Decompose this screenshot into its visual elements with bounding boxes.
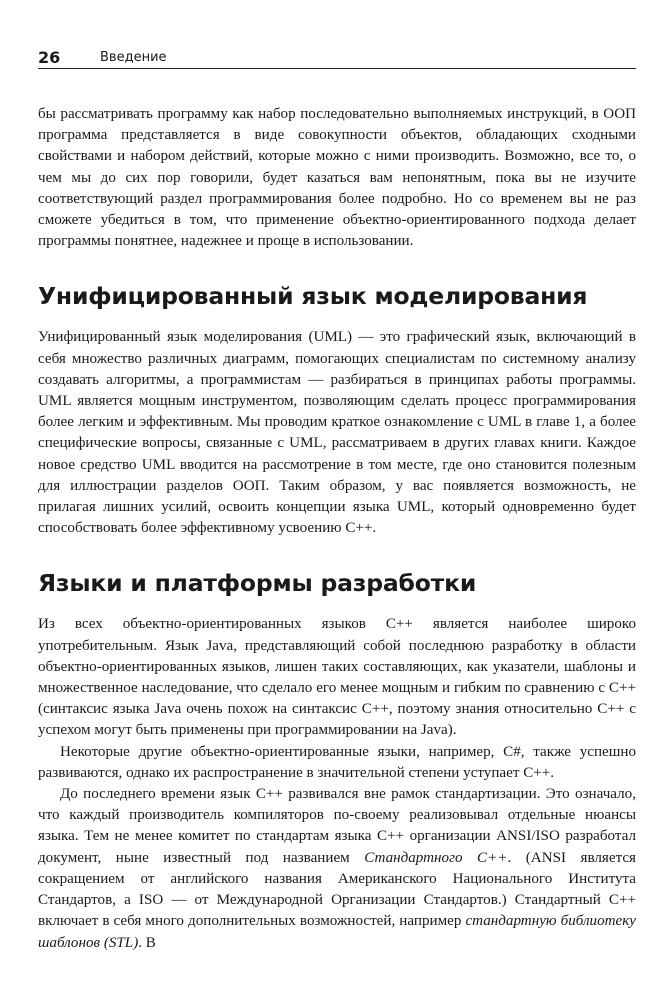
paragraph-languages-cpp-java: Из всех объектно-ориентированных языков C++ является наиболее широко употребительным. Язык Java, представляющий собой последнюю разработку в области объектно-ориентированных языков, лишен таких составляющих, как указатели, шаблоны и множественное наследование, что сделало его менее мощным и гибким по сравнению с C++ (синтаксис языка Java очень похож на синтаксис C++, поэтому знания относительно C++ с успехом могут быть применены при программировании на Java). [38,616,636,739]
paragraph-other-languages: Некоторые другие объектно-ориентированные языки, например, C#, также успешно развиваются, однако их распространение в значительной степени уступает C++. [38,743,636,781]
heading-uml: Унифицированный язык моделирования [38,282,588,311]
paragraph-oop-continuation: бы рассматривать программу как набор последовательно выполняемых инструкций, в ООП программа представляется в виде совокупности объектов, обладающих сходными свойствами и набором действий, которые можно с ними производить. Возможно, все то, о чем мы до сих пор говорили, будет казаться вам непонятным, пока вы не изучите соответствующий раздел программирования более подробно. Но со временем вы не раз сможете убедиться в том, что применение объектно-ориентированного подхода делает программы понятнее, надежнее и проще в использовании. [38,106,636,250]
standard-text-c: . В [138,934,156,951]
standard-cpp-term: Стандартного C++ [364,849,508,866]
page-number: 26 [38,48,61,67]
heading-languages-platforms: Языки и платформы разработки [38,569,477,598]
running-header [38,44,636,68]
standard-text-b: . (ANSI является сокращением от английского названия Американского Национального Института Стандартов, а ISO — от Международной Организации Стандартов.) Стандартный C++ включает в себя много дополнительных возможностей, например [38,849,636,930]
paragraph-standard-cpp [38,784,636,954]
standard-text-a: До последнего времени язык C++ развивался вне рамок стандартизации. Это означало, что каждый производитель компиляторов по-своему реализовывал отдельные нюансы языка. Тем не менее комитет по стандартам языка C++ организации ANSI/ISO разработал документ, ныне известный под названием [38,786,636,866]
page-content [38,104,636,954]
paragraph-uml: Унифицированный язык моделирования (UML) — это графический язык, включающий в себя множество различных диаграмм, помогающих специалистам по системному анализу создавать алгоритмы, а программистам — разбираться в принципах работы программы. UML является мощным инструментом, позволяющим сделать процесс программирования более легким и эффективным. Мы проводим краткое ознакомление с UML в главе 1, а более специфические вопросы, связанные с UML, рассматриваем в других главах книги. Каждое новое средство UML вводится на рассмотрение в том месте, где оно становится полезным для иллюстрации разделов ООП. Таким образом, у вас появляется возможность, не прилагая лишних усилий, освоить концепции языка UML, который одновременно будет способствовать более эффективному усвоению C++. [38,329,636,537]
header-rule [38,68,636,69]
running-section-title: Введение [100,50,167,65]
stl-term: стандартную библиотеку шаблонов (STL) [38,913,636,951]
